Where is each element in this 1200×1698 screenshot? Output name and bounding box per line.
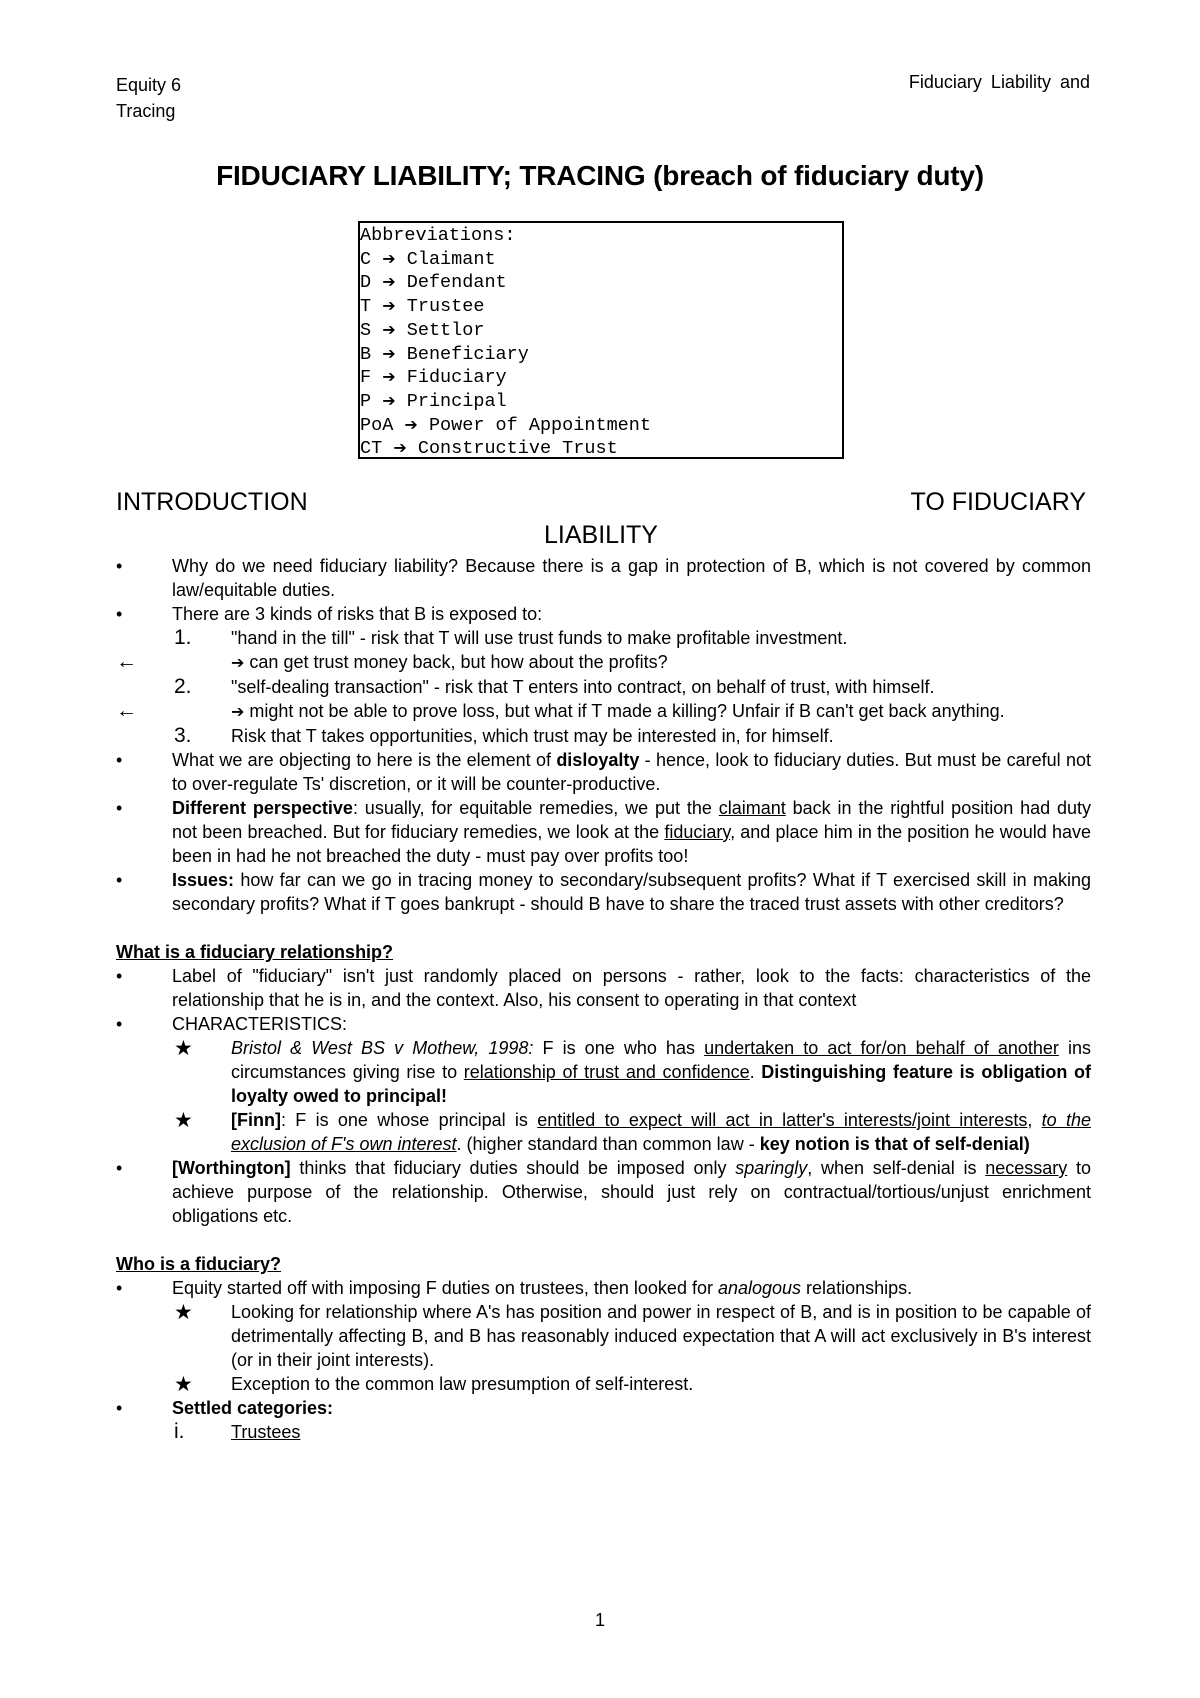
italic-text: analogous — [717, 1278, 802, 1298]
running-header-left — [116, 72, 181, 124]
right-arrow-icon: ➔ — [382, 272, 396, 292]
number-marker: 1. — [174, 626, 192, 649]
underlined-text: Trustees — [231, 1422, 301, 1442]
bullet-icon: • — [116, 870, 123, 890]
abbr-key: D — [360, 272, 372, 294]
abbreviations-box — [358, 221, 844, 459]
abbr-row — [360, 271, 842, 295]
header-left-line1: Equity 6 — [116, 75, 182, 95]
star-item — [116, 1372, 1091, 1396]
emphasis: Settled categories: — [172, 1398, 334, 1418]
section-heading-intro — [116, 486, 1086, 552]
paragraph-text: Risk that T takes opportunities, which trust may be interested in, for himself. — [231, 726, 834, 746]
abbr-value: Trustee — [406, 296, 485, 318]
right-arrow-icon: ➔ — [382, 367, 396, 387]
numbered-item — [116, 675, 1091, 699]
bullet-icon: • — [116, 798, 123, 818]
running-header-right: Fiduciary Liability and — [908, 72, 1090, 92]
abbr-value: Fiduciary — [406, 367, 507, 389]
text-run: to achieve purpose of the relationship. Otherwise, should just rely on contractual/tortious/unjust enrichment obligations etc. — [172, 1158, 1091, 1226]
abbr-row — [360, 295, 842, 319]
abbr-key: B — [360, 343, 372, 365]
paragraph-text: might not be able to prove loss, but what if T made a killing? Unfair if B can't get back anything. — [249, 701, 1005, 721]
section-heading-relationship: What is a fiduciary relationship? — [116, 942, 394, 962]
list-item — [116, 1156, 1091, 1228]
abbreviations-heading: Abbreviations: — [360, 225, 516, 246]
abbr-key: S — [360, 319, 372, 341]
emphasis: Different perspective — [172, 798, 353, 818]
star-icon: ★ — [174, 1372, 193, 1396]
paragraph-text: Looking for relationship where A's has position and power in respect of B, and is in position to be capable of detrimentally affecting B, and B has reasonably induced expectation that A will act exclusively in B's interest (or in their joint interests). — [231, 1302, 1091, 1370]
emphasis: [Worthington] — [172, 1158, 291, 1178]
text-run: back in the rightful position had duty not been breached. But for fiduciary remedies, we look at the — [172, 798, 1092, 842]
emphasis: disloyalty — [556, 750, 640, 770]
text-run: , — [1027, 1110, 1042, 1130]
list-item — [116, 602, 1091, 626]
page-title: FIDUCIARY LIABILITY; TRACING (breach of fiduciary duty) — [216, 160, 984, 191]
text-run: relationships. — [801, 1278, 913, 1298]
heading-part-right: TO FIDUCIARY — [910, 488, 1086, 516]
abbr-row — [360, 414, 842, 438]
text-run: , and place him in the position he would have been in had he not breached the duty - must pay over profits too! — [172, 822, 1091, 866]
star-item — [116, 1300, 1091, 1372]
abbr-row — [360, 366, 842, 390]
underlined-text: necessary — [985, 1158, 1068, 1178]
bullet-icon: • — [116, 1398, 123, 1418]
star-icon: ★ — [174, 1036, 193, 1060]
header-left-line2: Tracing — [116, 101, 176, 121]
roman-item — [116, 1420, 1091, 1444]
list-item — [116, 554, 1091, 602]
abbr-value: Power of Appointment — [428, 414, 651, 436]
document-body — [116, 554, 1091, 1444]
paragraph-text: Exception to the common law presumption of self-interest. — [231, 1374, 694, 1394]
heading-part-center: LIABILITY — [544, 521, 658, 549]
left-arrow-icon: ← — [116, 650, 137, 673]
abbr-key: PoA — [360, 414, 394, 436]
paragraph-text: can get trust money back, but how about the profits? — [249, 652, 668, 672]
paragraph-text: CHARACTERISTICS: — [172, 1014, 348, 1034]
bullet-icon: • — [116, 1014, 123, 1034]
text-run: how far can we go in tracing money to secondary/subsequent profits? What if T exercised skill in making secondary profits? What if T goes bankrupt - should B have to share the traced trust assets with other creditors? — [172, 870, 1091, 914]
right-arrow-icon: ➔ — [382, 248, 396, 268]
underlined-text: undertaken to act for/on behalf of another — [704, 1038, 1059, 1058]
bullet-icon: • — [116, 556, 123, 576]
emphasis: key notion is that of self-denial) — [759, 1134, 1030, 1154]
page-number: 1 — [594, 1610, 605, 1630]
bullet-icon: • — [116, 1278, 123, 1298]
abbr-value: Principal — [406, 390, 507, 412]
abbr-key: F — [360, 367, 372, 389]
paragraph-text: Why do we need fiduciary liability? Because there is a gap in protection of B, which is not covered by common law/equitable duties. — [172, 556, 1091, 600]
text-run: - hence, look to fiduciary duties. But must be careful not to over-regulate Ts' discretion, or it will be counter-productive. — [172, 750, 1091, 794]
underlined-text: relationship of trust and confidence — [463, 1062, 750, 1082]
abbr-value: Defendant — [406, 272, 507, 294]
right-arrow-icon: ➔ — [382, 390, 396, 410]
star-icon: ★ — [174, 1300, 193, 1324]
text-run: ins circumstances giving rise to — [231, 1038, 1092, 1082]
abbr-value: Settlor — [406, 319, 485, 341]
paragraph-text: "hand in the till" - risk that T will use trust funds to make profitable investment. — [231, 628, 848, 648]
roman-numeral-marker: i. — [174, 1420, 185, 1443]
abbr-value: Claimant — [406, 248, 496, 270]
abbr-key: CT — [360, 438, 383, 460]
abbr-key: P — [360, 390, 372, 412]
text-run: : usually, for equitable remedies, we put the — [352, 798, 719, 818]
bullet-icon: • — [116, 604, 123, 624]
text-run: : F is one whose principal is — [280, 1110, 538, 1130]
list-item — [116, 868, 1091, 916]
paragraph-text: "self-dealing transaction" - risk that T enters into contract, on behalf of trust, with himself. — [231, 677, 935, 697]
case-citation: Bristol & West BS v Mothew, 1998: — [231, 1038, 534, 1058]
star-item — [116, 1108, 1091, 1156]
abbr-key: C — [360, 248, 372, 270]
star-item — [116, 1036, 1091, 1108]
paragraph-text: There are 3 kinds of risks that B is exposed to: — [172, 604, 543, 624]
right-arrow-icon: ➔ — [231, 702, 245, 721]
list-item — [116, 1396, 1091, 1420]
list-item — [116, 796, 1091, 868]
text-run: thinks that fiduciary duties should be imposed only — [290, 1158, 736, 1178]
numbered-item — [116, 724, 1091, 748]
bullet-icon: • — [116, 966, 123, 986]
right-arrow-icon: ➔ — [382, 296, 396, 316]
abbr-row — [360, 248, 842, 272]
bullet-icon: • — [116, 750, 123, 770]
note-item — [116, 699, 1091, 724]
abbr-row — [360, 390, 842, 414]
abbr-value: Beneficiary — [406, 343, 529, 365]
right-arrow-icon: ➔ — [382, 343, 396, 363]
right-arrow-icon: ➔ — [393, 438, 407, 458]
text-run: . — [749, 1062, 762, 1082]
abbr-key: T — [360, 296, 372, 318]
list-item — [116, 1276, 1091, 1300]
number-marker: 2. — [174, 675, 192, 698]
abbr-value: Constructive Trust — [417, 438, 618, 460]
bullet-icon: • — [116, 1158, 123, 1178]
text-run: What we are objecting to here is the element of — [172, 750, 557, 770]
numbered-item — [116, 626, 1091, 650]
abbr-row — [360, 319, 842, 343]
emphasis: Issues: — [172, 870, 235, 890]
list-item — [116, 1012, 1091, 1036]
italic-text: sparingly — [735, 1158, 808, 1178]
star-icon: ★ — [174, 1108, 193, 1132]
text-run: . (higher standard than common law - — [456, 1134, 760, 1154]
number-marker: 3. — [174, 724, 192, 747]
text-run: , when self-denial is — [807, 1158, 986, 1178]
underlined-text: entitled to expect will act in latter's interests/joint interests — [537, 1110, 1028, 1130]
heading-part-left: INTRODUCTION — [116, 488, 308, 516]
right-arrow-icon: ➔ — [404, 414, 418, 434]
right-arrow-icon: ➔ — [231, 653, 245, 672]
underlined-text: claimant — [718, 798, 786, 818]
text-run: Equity started off with imposing F duties on trustees, then looked for — [172, 1278, 718, 1298]
abbr-row — [360, 343, 842, 367]
section-heading-who: Who is a fiduciary? — [116, 1254, 282, 1274]
note-item — [116, 650, 1091, 675]
list-item — [116, 748, 1091, 796]
left-arrow-icon: ← — [116, 699, 137, 722]
list-item — [116, 964, 1091, 1012]
emphasis: [Finn] — [231, 1110, 281, 1130]
underlined-text: fiduciary — [664, 822, 731, 842]
text-run: F is one who has — [533, 1038, 705, 1058]
underlined-italic-text: to the exclusion of F's own interest — [231, 1110, 1091, 1154]
paragraph-text: Label of "fiduciary" isn't just randomly placed on persons - rather, look to the facts: characteristics of the relationship that he is in, and the context. Also, his consent to operating in that context — [172, 966, 1091, 1010]
emphasis: Distinguishing feature is obligation of loyalty owed to principal! — [231, 1062, 1091, 1106]
abbr-row — [360, 437, 842, 461]
right-arrow-icon: ➔ — [382, 319, 396, 339]
